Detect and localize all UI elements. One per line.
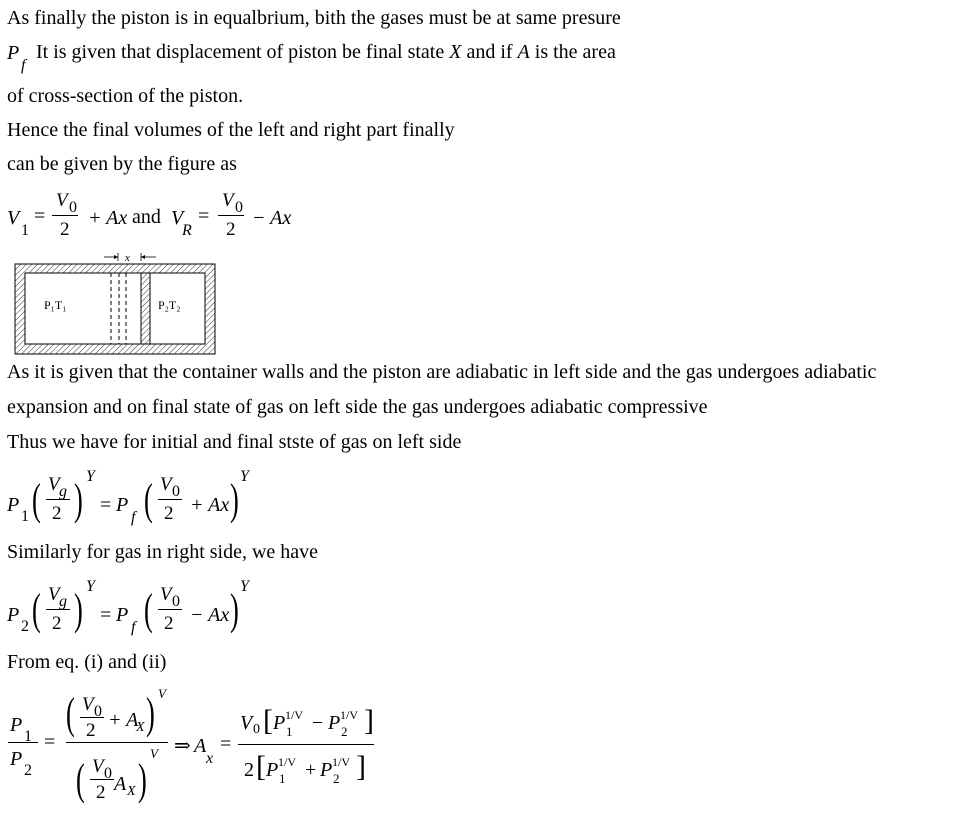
left-gas-label: P₁T₁ — [44, 298, 67, 312]
symbol-X: X — [449, 41, 462, 63]
fraction-v0-over-2: V 0 2 — [52, 190, 78, 240]
symbol-A: A — [517, 41, 530, 63]
line-9: Similarly for gas in right side, we have — [7, 541, 319, 563]
x-label: x — [125, 252, 130, 264]
line-5: can be given by the figure as — [7, 153, 237, 175]
symbol-P: P — [7, 42, 20, 64]
line-8: Thus we have for initial and final stste of gas on left side — [7, 431, 462, 453]
line-2-text: It is given that displacement of piston be final state X and if A is the area — [36, 41, 616, 63]
line-10: From eq. (i) and (ii) — [7, 651, 167, 673]
line-3: of cross-section of the piston. — [7, 85, 244, 107]
right-gas-label: P₂T₂ — [158, 298, 181, 312]
piston-diagram — [12, 250, 218, 358]
line-1: As finally the piston is in equalbrium, bith the gases must be at same presure — [7, 7, 621, 29]
line-4: Hence the final volumes of the left and right part finally — [7, 119, 455, 141]
line-6: As it is given that the container walls and the piston are adiabatic in left side and the gas undergoes adiabatic — [7, 361, 877, 383]
fraction-v0-over-2-b: V 0 2 — [218, 190, 244, 240]
subscript-f: f — [21, 57, 26, 74]
piston — [141, 273, 150, 344]
line-7: expansion and on final state of gas on left side the gas undergoes adiabatic compressive — [7, 396, 708, 418]
